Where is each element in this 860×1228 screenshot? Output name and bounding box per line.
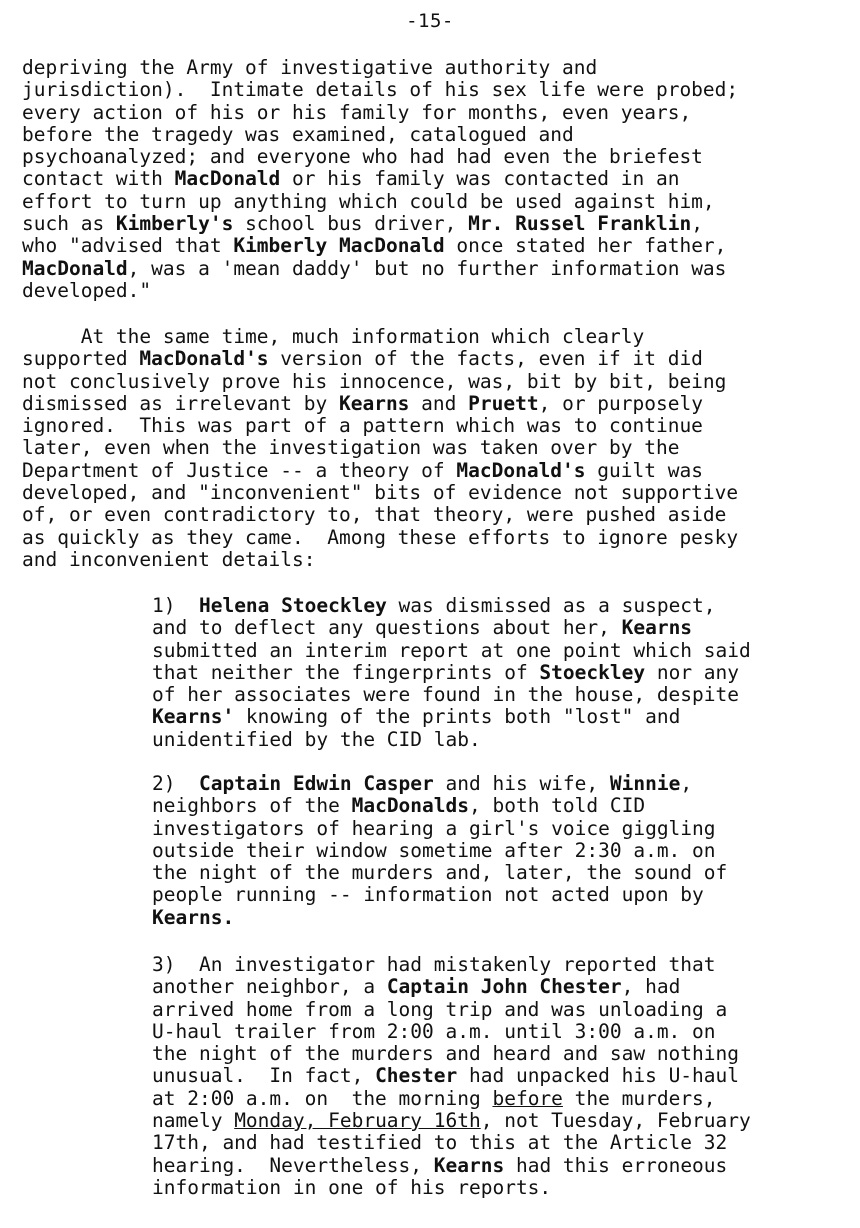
paragraph-line: contact with MacDonald or his family was contacted in an [22,167,680,191]
list-item-line: arrived home from a long trip and was unloading a [152,997,728,1021]
paragraph-line: Department of Justice -- a theory of MacDonald's guilt was [22,458,703,482]
list-item [152,954,852,1199]
list-item-line: submitted an interim report at one point which said [152,638,751,662]
list-item-line: information in one of his reports. [152,1175,552,1199]
list-item-line: Kearns. [152,905,235,929]
list-item-line: 2) Captain Edwin Casper and his wife, Winnie, [152,772,693,795]
page-number: -15- [406,10,454,32]
paragraph-line: psychoanalyzed; and everyone who had had even the briefest [22,145,703,169]
paragraph-line: developed." [22,278,152,302]
paragraph-line: of, or even contradictory to, that theory, were pushed aside [22,503,727,527]
list-item-line: the night of the murders and, later, the sound of [152,861,728,885]
paragraph-line: MacDonald, was a 'mean daddy' but no further information was [22,256,727,280]
list-item-line: people running -- information not acted upon by [152,883,704,907]
paragraph-line: and inconvenient details: [22,547,316,571]
list-item-line: Kearns' knowing of the prints both "lost" and [152,705,681,729]
list-item-line: unidentified by the CID lab. [152,727,481,751]
list-item-line: namely Monday, February 16th, not Tuesday, February [152,1109,751,1133]
list-item-line: U-haul trailer from 2:00 a.m. until 3:00 a.m. on [152,1019,716,1043]
paragraph-line: before the tragedy was examined, catalogued and [22,122,574,146]
paragraph-line: depriving the Army of investigative authority and [22,56,598,79]
paragraph-line: effort to turn up anything which could be used against him, [22,189,715,213]
list-item-line: hearing. Nevertheless, Kearns had this erroneous [152,1153,728,1177]
paragraph-line: as quickly as they came. Among these efforts to ignore pesky [22,525,739,549]
paragraph-line: At the same time, much information which clearly [22,325,645,348]
list-item-line: neighbors of the MacDonalds, both told CID [152,794,646,818]
paragraph-line: supported MacDonald's version of the facts, even if it did [22,347,703,371]
paragraph [22,326,848,571]
list-item [152,595,852,751]
list-item-line: outside their window sometime after 2:30 a.m. on [152,838,716,862]
paragraph-line: every action of his or his family for months, even years, [22,100,692,124]
list-item-line: another neighbor, a Captain John Chester, had [152,975,681,999]
list-item-line: 3) An investigator had mistakenly reported that [152,953,716,976]
paragraph [22,57,848,302]
paragraph-line: ignored. This was part of a pattern which was to continue [22,414,703,438]
list-item-line: 17th, and had testified to this at the Article 32 [152,1131,728,1155]
list-item-line: at 2:00 a.m. on the morning before the murders, [152,1086,716,1110]
paragraph-line: who "advised that Kimberly MacDonald once stated her father, [22,234,727,258]
list-item-line: of her associates were found in the house, despite [152,683,739,707]
list-item [152,773,852,929]
list-item-line: unusual. In fact, Chester had unpacked his U-haul [152,1064,740,1088]
paragraph-line: not conclusively prove his innocence, was, bit by bit, being [22,369,727,393]
list-item-line: the night of the murders and heard and saw nothing [152,1042,739,1066]
paragraph-line: jurisdiction). Intimate details of his sex life were probed; [22,78,739,102]
paragraph-line: developed, and "inconvenient" bits of evidence not supportive [22,481,739,505]
paragraph-line: such as Kimberly's school bus driver, Mr. Russel Franklin, [22,212,703,236]
paragraph-line: dismissed as irrelevant by Kearns and Pruett, or purposely [22,391,703,415]
list-item-line: 1) Helena Stoeckley was dismissed as a suspect, [152,594,716,617]
paragraph-line: later, even when the investigation was taken over by the [22,436,680,460]
list-item-line: that neither the fingerprints of Stoeckley nor any [152,660,740,684]
list-item-line: and to deflect any questions about her, Kearns [152,616,693,640]
list-item-line: investigators of hearing a girl's voice giggling [152,816,716,840]
